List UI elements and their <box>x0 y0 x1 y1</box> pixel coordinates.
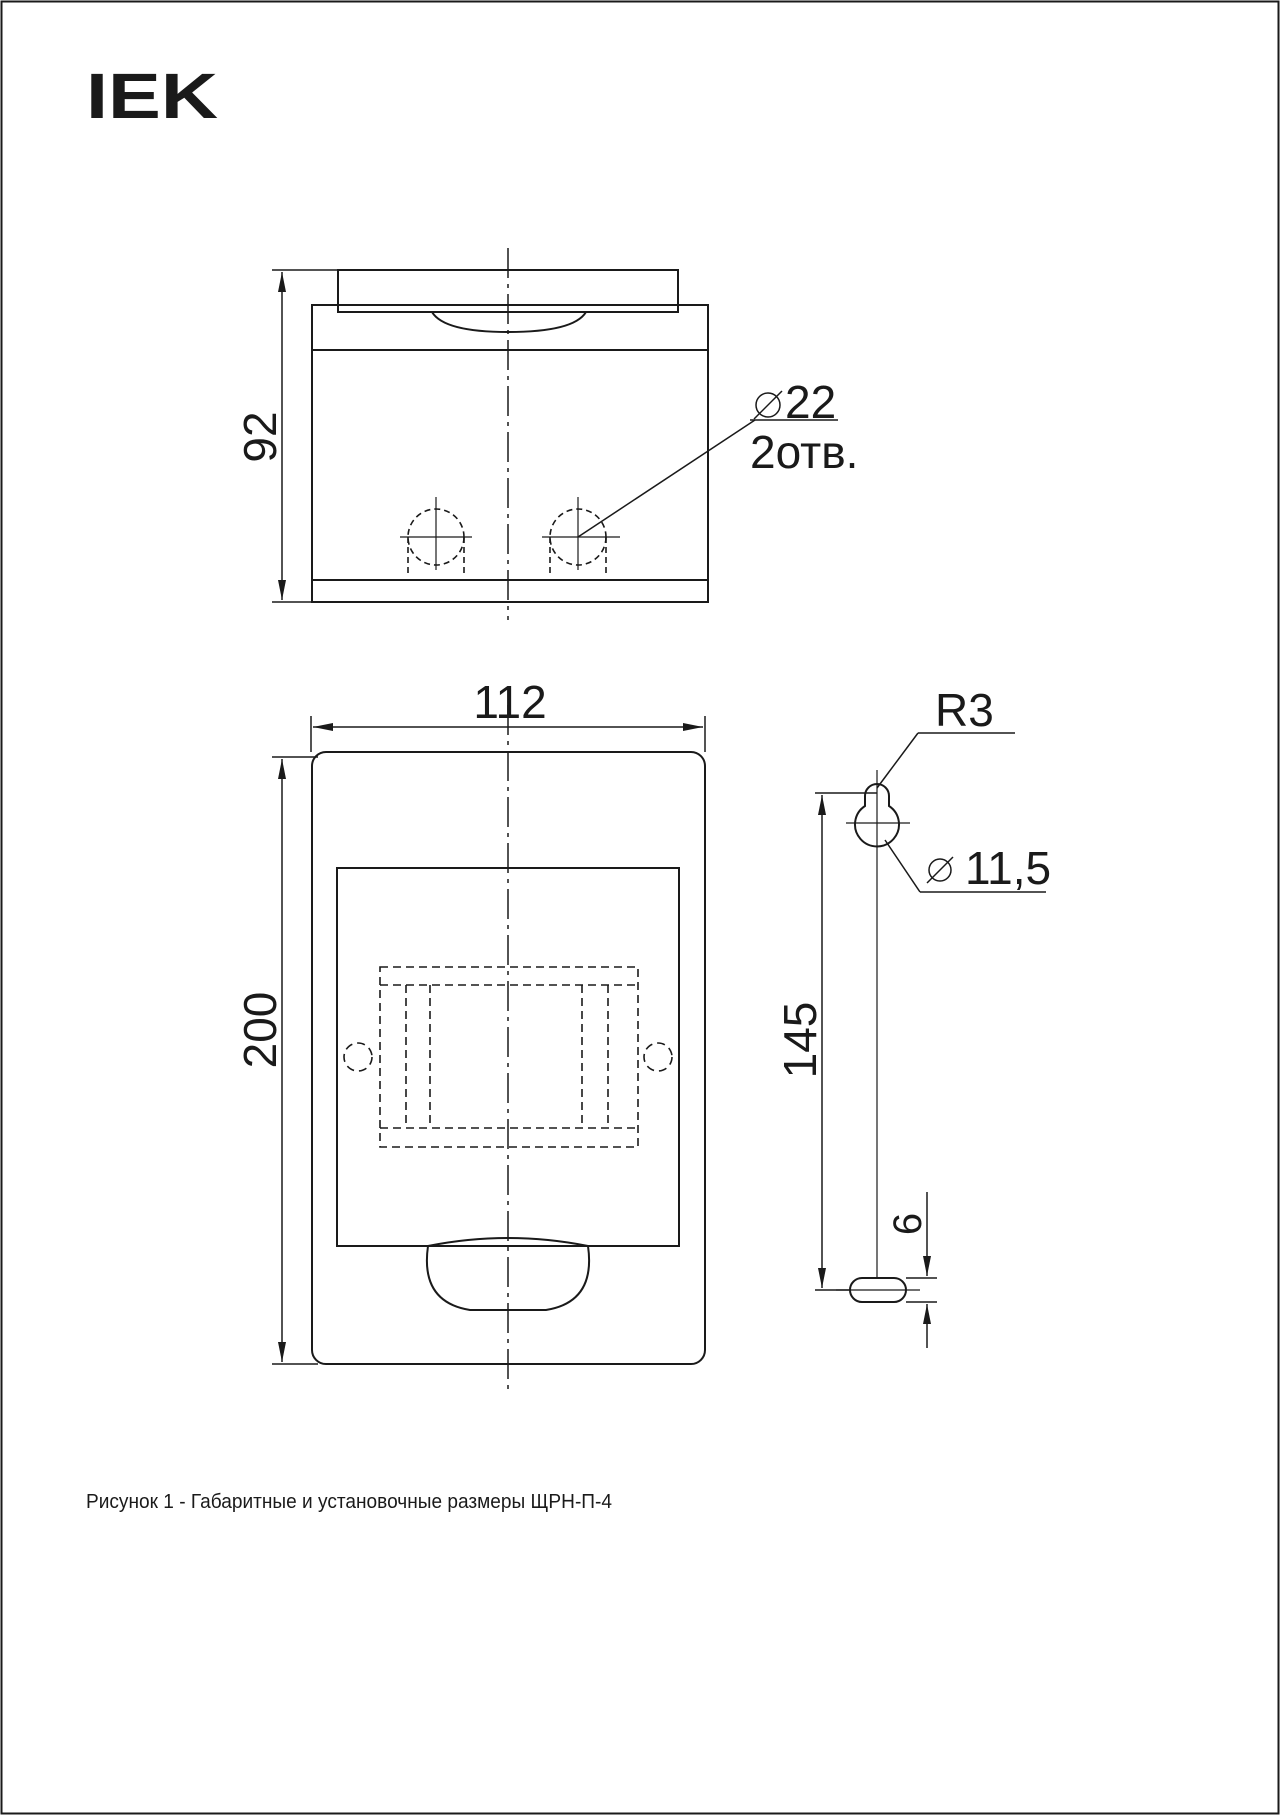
iek-logo <box>86 60 218 132</box>
top-view-height-label: 92 <box>234 411 286 463</box>
slot-spacing-label: 145 <box>774 1001 826 1079</box>
page-border <box>2 2 1279 1814</box>
slot-width-label: 6 <box>886 1212 930 1236</box>
figure-caption: Рисунок 1 - Габаритные и установочные размеры ЩРН-П-4 <box>86 1491 612 1513</box>
radius-leader <box>877 733 1015 788</box>
front-view <box>272 705 705 1390</box>
front-view-height-label: 200 <box>234 991 286 1069</box>
logo-text: IEK <box>86 60 218 132</box>
top-view-latch <box>432 312 586 332</box>
slot-diameter-label: 11,5 <box>965 842 1052 894</box>
hole-count-label: 2отв. <box>750 426 859 478</box>
front-view-width-label: 112 <box>473 676 547 728</box>
hole-diameter-label: 22 <box>785 376 837 428</box>
mount-slot-detail <box>815 733 1046 1348</box>
radius-label: R3 <box>935 684 994 736</box>
